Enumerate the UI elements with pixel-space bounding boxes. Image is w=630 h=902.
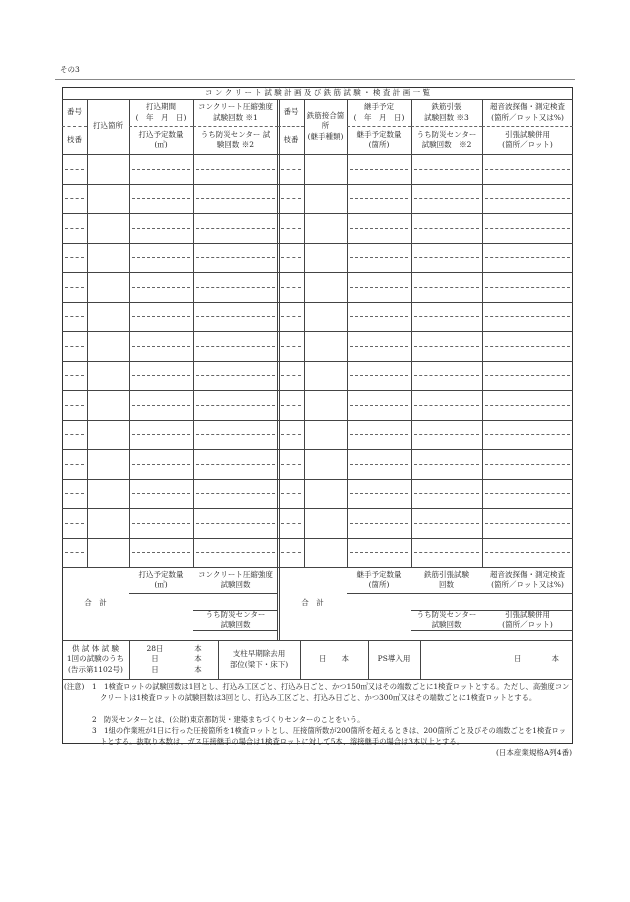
grid-line	[368, 640, 369, 679]
dashed-line	[196, 464, 275, 465]
dashed-line	[485, 228, 570, 229]
header-uchikomi-kikan: 打込期間 ( 年 月 日)	[135, 102, 187, 122]
header-tekkin-setsugou: 鉄筋接合箇 所 (継手種類)	[306, 111, 345, 141]
dashed-line	[485, 287, 570, 288]
totals-label-left: 合 計	[84, 598, 107, 608]
dashed-line	[196, 228, 275, 229]
totals-tekkin-hippari: 鉄筋引張試験 回数	[424, 569, 469, 589]
dashed-line	[65, 493, 84, 494]
dashed-line	[196, 287, 275, 288]
grid-line	[482, 99, 483, 567]
grid-line	[482, 610, 573, 611]
grid-line	[347, 593, 411, 594]
grid-line	[87, 99, 88, 567]
row-divider	[62, 243, 573, 244]
totals-uchikomi-yotei: 打込予定数量 (㎥)	[138, 569, 184, 589]
grid-line	[411, 630, 482, 631]
dashed-line	[414, 464, 479, 465]
totals-concrete-kaisu: コンクリート圧縮強度 試験回数	[198, 569, 273, 589]
dashed-line	[485, 346, 570, 347]
grid-line	[279, 99, 280, 640]
dashed-line	[485, 198, 570, 199]
dashed-line	[485, 552, 570, 553]
grid-line	[411, 593, 482, 594]
dashed-line	[350, 464, 408, 465]
grid-line	[300, 640, 301, 679]
grid-line	[218, 640, 219, 679]
header-tekkin-hippari: 鉄筋引張 試験回数 ※3	[424, 102, 469, 122]
grid-line	[277, 99, 278, 640]
dashed-line	[196, 375, 275, 376]
divider	[55, 79, 575, 80]
dashed-line	[485, 169, 570, 170]
dashed-line	[414, 198, 479, 199]
dashed-line	[281, 287, 301, 288]
shichu-value: 日 本	[319, 654, 349, 664]
dashed-line	[65, 434, 84, 435]
dashed-line	[278, 126, 304, 127]
row-divider	[62, 420, 573, 421]
note-2: 2 防災センターとは、(公財)東京都防災・建築まちづくりセンターのことをいう。	[92, 715, 365, 724]
header-concrete-kaisu: コンクリート圧縮強度 試験回数 ※1	[198, 102, 273, 122]
dashed-line	[281, 552, 301, 553]
dashed-line	[414, 316, 479, 317]
dashed-line	[414, 434, 479, 435]
grid-line	[420, 640, 421, 679]
dashed-line	[196, 169, 275, 170]
header-tsugite-suryo: 継手予定数量 (箇所)	[356, 129, 402, 149]
dashed-line	[132, 287, 190, 288]
dashed-line	[485, 375, 570, 376]
totals-tsugite-suryo: 継手予定数量 (箇所)	[356, 569, 402, 589]
header-bousai-kaisu-2: うち防災センター 試験回数 ※2	[416, 129, 477, 149]
dashed-line	[132, 346, 190, 347]
header-bangou: 番号	[67, 107, 82, 117]
header-chouonpa: 超音波探傷・測定検査 (箇所／ロット又は%)	[490, 102, 565, 122]
dashed-line	[65, 552, 84, 553]
grid-line	[411, 99, 412, 567]
dashed-line	[196, 316, 275, 317]
grid-line	[62, 640, 573, 641]
dashed-line	[132, 375, 190, 376]
dashed-line	[62, 126, 87, 127]
dashed-line	[132, 464, 190, 465]
grid-line	[62, 99, 573, 100]
dashed-line	[65, 375, 84, 376]
dashed-line	[65, 228, 84, 229]
dashed-line	[485, 257, 570, 258]
footer-standard: (日本産業規格A列4番)	[495, 747, 572, 757]
grid-line	[482, 630, 573, 631]
specimen-units: 本 本 本	[194, 644, 202, 674]
dashed-line	[482, 126, 573, 127]
dashed-line	[132, 434, 190, 435]
dashed-line	[350, 434, 408, 435]
header-edaban-2: 枝番	[283, 134, 299, 144]
dashed-line	[281, 434, 301, 435]
row-divider	[62, 361, 573, 362]
note-1: 1 1検査ロットの試験回数は1回とし、打込み工区ごと、打込み日ごと、かつ150㎥又はその端数ごとに1検査ロットとする。ただし、高強度コンクリートは1検査ロットの試験回数は3回とし、打込み工区ごと、打込み日ごと、かつ300㎥又はその端数ごとに1検査ロットとする。	[92, 682, 570, 702]
dashed-line	[132, 228, 190, 229]
dashed-line	[485, 434, 570, 435]
dashed-line	[281, 316, 301, 317]
dashed-line	[196, 493, 275, 494]
grid-line	[304, 99, 305, 567]
note-3: 3 1組の作業班が1日に行った圧接箇所を1検査ロットとし、圧接箇所数が200箇所を超えるときは、200箇所ごと及びその端数ごとを1検査ロットとする。抜取り本数は、ガス圧接継手の場合は1検査ロットに対して5本、溶接継手の場合は3本以上とする。	[92, 726, 566, 746]
row-divider	[62, 213, 573, 214]
row-divider	[62, 302, 573, 303]
dashed-line	[196, 434, 275, 435]
dashed-line	[65, 464, 84, 465]
row-divider	[62, 331, 573, 332]
ps-value: 日 本	[514, 654, 559, 664]
dashed-line	[65, 316, 84, 317]
dashed-line	[65, 287, 84, 288]
dashed-line	[350, 287, 408, 288]
dashed-line	[411, 126, 482, 127]
dashed-line	[414, 228, 479, 229]
grid-line	[482, 593, 573, 594]
dashed-line	[132, 198, 190, 199]
totals-label-right: 合 計	[301, 598, 324, 608]
dashed-line	[196, 405, 275, 406]
header-edaban: 枝番	[67, 134, 82, 144]
dashed-line	[196, 346, 275, 347]
dashed-line	[196, 552, 275, 553]
grid-line	[62, 154, 573, 155]
dashed-line	[485, 464, 570, 465]
dashed-line	[414, 346, 479, 347]
dashed-line	[196, 523, 275, 524]
row-divider	[62, 184, 573, 185]
dashed-line	[350, 493, 408, 494]
dashed-line	[414, 405, 479, 406]
dashed-line	[414, 523, 479, 524]
grid-line	[129, 640, 130, 679]
dashed-line	[281, 493, 301, 494]
grid-line	[193, 99, 194, 567]
dashed-line	[485, 493, 570, 494]
dashed-line	[196, 257, 275, 258]
grid-line	[193, 610, 278, 611]
dashed-line	[350, 316, 408, 317]
dashed-line	[414, 287, 479, 288]
header-bousai-kaisu: うち防災センター 試 験回数 ※2	[200, 129, 271, 149]
dashed-line	[65, 198, 84, 199]
grid-line	[129, 99, 130, 567]
grid-line	[193, 630, 278, 631]
grid-line	[129, 593, 193, 594]
grid-line	[62, 679, 573, 680]
dashed-line	[196, 198, 275, 199]
dashed-line	[350, 228, 408, 229]
dashed-line	[350, 375, 408, 376]
grid-line	[62, 567, 573, 568]
dashed-line	[281, 346, 301, 347]
totals-hippari-heiyou: 引張試験併用 (箇所／ロット)	[502, 609, 553, 629]
dashed-line	[350, 169, 408, 170]
specimen-days: 28日 日 日	[146, 644, 164, 674]
dashed-line	[281, 198, 301, 199]
dashed-line	[350, 523, 408, 524]
form-title: コ ン ク リ ー ト 試 験 計 画 及 び 鉄 筋 試 験 ・ 検 査 計 画 一 覧	[205, 87, 430, 97]
dashed-line	[193, 126, 278, 127]
totals-chouonpa: 超音波探傷・測定検査 (箇所／ロット又は%)	[490, 569, 565, 589]
dashed-line	[132, 493, 190, 494]
header-uchikomi-kasho: 打込箇所	[93, 121, 123, 131]
dashed-line	[414, 257, 479, 258]
grid-line	[347, 99, 348, 567]
notes-prefix: (注意)	[64, 682, 85, 691]
dashed-line	[65, 257, 84, 258]
dashed-line	[350, 552, 408, 553]
dashed-line	[485, 316, 570, 317]
header-hippari-heiyou: 引張試験併用 (箇所／ロット)	[502, 129, 553, 149]
dashed-line	[350, 346, 408, 347]
dashed-line	[281, 375, 301, 376]
dashed-line	[350, 405, 408, 406]
grid-line	[193, 593, 278, 594]
grid-line	[411, 610, 482, 611]
shichu-label: 支柱早期除去用 部位(梁下・床下)	[229, 649, 289, 669]
dashed-line	[65, 405, 84, 406]
dashed-line	[65, 523, 84, 524]
totals-bousai-kaisu: うち防災センター 試験回数	[205, 609, 266, 629]
dashed-line	[132, 523, 190, 524]
dashed-line	[281, 405, 301, 406]
dashed-line	[281, 523, 301, 524]
header-uchikomi-yotei: 打込予定数量 (㎥)	[138, 129, 184, 149]
row-divider	[62, 508, 573, 509]
row-divider	[62, 449, 573, 450]
dashed-line	[414, 375, 479, 376]
dashed-line	[485, 405, 570, 406]
dashed-line	[132, 257, 190, 258]
row-divider	[62, 272, 573, 273]
dashed-line	[350, 257, 408, 258]
dashed-line	[485, 523, 570, 524]
header-tsugite-yotei: 継手予定 ( 年 月 日)	[353, 102, 405, 122]
dashed-line	[414, 552, 479, 553]
dashed-line	[65, 169, 84, 170]
dashed-line	[65, 346, 84, 347]
dashed-line	[281, 464, 301, 465]
totals-bousai-kaisu-2: うち防災センター 試験回数	[416, 609, 477, 629]
row-divider	[62, 390, 573, 391]
dashed-line	[129, 126, 193, 127]
dashed-line	[132, 552, 190, 553]
dashed-line	[281, 228, 301, 229]
dashed-line	[414, 169, 479, 170]
specimen-label: 供 試 体 試 験 1回の試験のうち (告示第1102号)	[66, 644, 125, 674]
dashed-line	[281, 169, 301, 170]
sheet-label: その3	[60, 64, 80, 74]
header-bangou-2: 番号	[283, 107, 299, 117]
dashed-line	[414, 493, 479, 494]
dashed-line	[347, 126, 411, 127]
dashed-line	[132, 316, 190, 317]
dashed-line	[132, 169, 190, 170]
dashed-line	[350, 198, 408, 199]
row-divider	[62, 479, 573, 480]
dashed-line	[132, 405, 190, 406]
ps-label: PS導入用	[377, 654, 411, 664]
dashed-line	[281, 257, 301, 258]
row-divider	[62, 538, 573, 539]
